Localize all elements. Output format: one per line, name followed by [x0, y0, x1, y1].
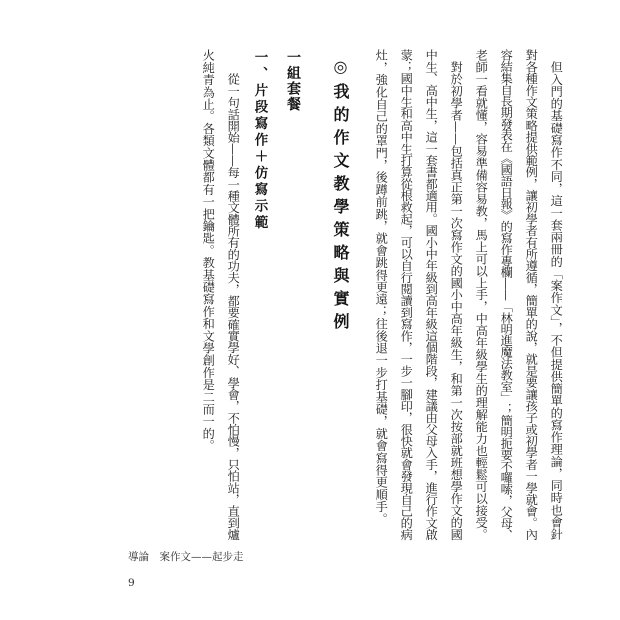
- body-text-line: 火純青為止。各類文體都有一把鑰匙。教基礎寫作和文學創作是二而一的。: [201, 49, 216, 452]
- page-number: 9: [128, 577, 135, 589]
- body-text-line: 對各種作文策略提供範例，讓初學者有所遵循，簡單的說，就是要讓孩子或初學者一學就會。內: [524, 49, 539, 540]
- body-text-line: 容結集自長期發表在《國語日報》的寫作專欄——「林明進魔法教室」；簡明扼要不囉嗦，父母、: [499, 49, 514, 540]
- body-text-line: 蒙；國中生和高中生打算從根救起，可以自行閱讀到寫作，一步一腳印，很快就會發現自己的病: [399, 49, 414, 540]
- running-footer: 導論 案作文——起步走: [128, 551, 244, 563]
- subsection-heading: 一組套餐: [285, 50, 301, 112]
- body-text-line: 中生、高中生，這一套書都適用。國小中年級到高年級這個階段，建議由父母入手，進行作文啟: [424, 49, 439, 540]
- body-text-line: 對於初學者——包括真正第一次寫作文的國小中高年級生，和第一次按部就班想學作文的國: [449, 61, 464, 540]
- body-text-line: 但入門的基礎寫作不同，這一套兩冊的「案作文」，不但提供簡單的寫作理論，同時也會針: [549, 61, 564, 540]
- item-heading: 一、片段寫作＋仿寫示範: [251, 50, 268, 232]
- body-text-line: 老師一看就懂，容易準備容易教，馬上可以上手，中高年級學生的理解能力也輕鬆可以接受。: [474, 49, 489, 540]
- section-heading: ◎我的作文教學策略與實例: [331, 57, 350, 336]
- body-text-line: 灶，強化自己的罩門，後蹲前跳，就會跳得更遠；往後退一步打基礎，就會寫得更順手。: [374, 49, 389, 525]
- body-text-line: 從一句話開始——每一種文體所有的功夫，都要確實學好、學會，不怕慢，只怕站，直到爐: [226, 73, 241, 540]
